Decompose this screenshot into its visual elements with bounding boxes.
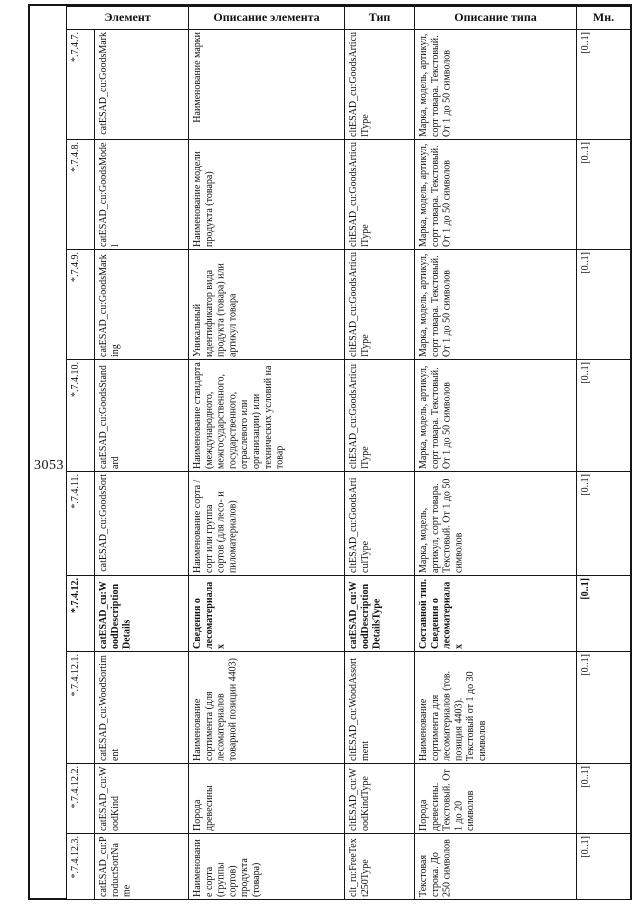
element-number: *.7.4.12.2. [70,766,81,809]
type-name: cltESAD_cu:WoodKindType [348,768,371,831]
type-description: Марка, модель, артикул, сорт товара. Текстовый. От 1 до 50 символов [418,478,465,573]
element-number-cell [67,834,95,900]
type-description: Марка, модель, артикул, сорт товара. Текстовый. От 1 до 50 символов [418,253,453,357]
element-number-cell [67,764,95,834]
type-description-cell [415,834,577,900]
table-row [67,360,631,472]
element-description-cell [189,834,345,900]
element-number-cell [67,652,95,764]
element-name: catESAD_cu:GoodsMarking [98,254,121,357]
element-number-cell [67,472,95,576]
type-name: cltESAD_cu:GoodsArticulType [348,252,371,357]
element-description: Уникальный идентификатор вида продукта (товара) или артикул товара [192,263,239,357]
table-header [67,7,631,30]
multiplicity: [0..1] [580,252,592,274]
multiplicity: [0..1] [580,654,592,676]
element-number: *.7.4.8. [70,142,81,172]
type-name: cltESAD_cu:GoodsArticulType [348,477,371,573]
type-name-cell [345,764,415,834]
element-description-cell [189,472,345,576]
table-row [67,764,631,834]
type-description: Текстовая строка. До 250 символов [418,839,453,897]
element-description: Наименование модели продукта (товара) [192,151,215,247]
page-number: 3053 [34,458,64,473]
type-name-cell [345,140,415,250]
type-name: cltESAD_cu:GoodsArticulType [348,32,371,137]
element-name-cell [95,652,189,764]
element-name-cell [95,250,189,360]
multiplicity-cell [577,576,631,652]
multiplicity: [0..1] [580,474,592,496]
type-name-cell [345,652,415,764]
spec-table [66,6,631,900]
element-name-cell [95,30,189,140]
element-description-cell [189,576,345,652]
multiplicity-cell [577,834,631,900]
element-name-cell [95,576,189,652]
type-name-cell [345,360,415,472]
multiplicity: [0..1] [580,362,592,384]
multiplicity-cell [577,360,631,472]
element-number: *.7.4.11. [70,474,81,509]
type-description-cell [415,652,577,764]
type-description-cell [415,250,577,360]
element-description: Наименование сортимента (для лесоматериалов товарной позиции 4403) [192,657,239,761]
type-description: Марка, модель, артикул, сорт товара. Текстовый. От 1 до 50 символов [418,143,453,247]
multiplicity-cell [577,472,631,576]
multiplicity: [0..1] [580,836,592,858]
element-name-cell [95,472,189,576]
type-name: clt_ru:FreeText250Type [348,838,371,897]
type-name: cltESAD_cu:GoodsArticulType [348,364,371,469]
table-row [67,472,631,576]
element-description-cell [189,250,345,360]
table-row [67,30,631,140]
element-name-cell [95,764,189,834]
element-name: catESAD_cu:ProductSortName [98,836,133,897]
multiplicity: [0..1] [580,32,592,54]
table-body [67,30,631,900]
element-number: *.7.4.12. [70,578,81,613]
element-number: *.7.4.12.3. [70,836,81,879]
type-description-cell [415,360,577,472]
element-number: *.7.4.9. [70,252,81,282]
type-name: cltESAD_cu:WoodAssortment [348,657,371,761]
type-name-cell [345,472,415,576]
element-number: *.7.4.12.1. [70,654,81,697]
table-row [67,834,631,900]
element-description-cell [189,764,345,834]
element-name: catESAD_cu:GoodsModel [98,142,121,247]
element-name: catESAD_cu:GoodsMark [98,32,109,135]
type-description: Марка, модель, артикул, сорт товара. Текстовый. От 1 до 50 символов [418,33,453,137]
element-number-cell [67,250,95,360]
element-name: catESAD_cu:WoodSortiment [98,655,121,761]
element-number: *.7.4.10. [70,362,81,397]
type-description-cell [415,576,577,652]
element-description: Порода древесины [192,785,215,831]
element-number-cell [67,576,95,652]
multiplicity-cell [577,250,631,360]
element-number-cell [67,30,95,140]
type-name-cell [345,834,415,900]
type-name: catESAD_cu:WoodDescriptionDetailsType [348,581,383,649]
element-name: catESAD_cu:GoodsSort [98,474,109,572]
element-number-cell [67,140,95,250]
element-description: Наименование сорта / сорт или группа сортов (для лесо- и пиломатериалов) [192,479,239,573]
type-description-cell [415,30,577,140]
element-name: catESAD_cu:WoodDescriptionDetails [98,581,133,649]
type-description: Наименование сортимента для лесоматериалов (тов. позиция 4403). Текстовый от 1 до 30 символов [418,670,488,761]
header-cell-multiplicity: Мн. [577,7,631,30]
element-description-cell [189,140,345,250]
type-description-cell [415,764,577,834]
element-name-cell [95,360,189,472]
type-name-cell [345,576,415,652]
table-row [67,250,631,360]
table-row [67,652,631,764]
header-cell-type: Тип [345,7,415,30]
element-description-cell [189,30,345,140]
type-description: Марка, модель, артикул, сорт товара. Текстовый. От 1 до 50 символов [418,365,453,469]
element-number: *.7.4.7. [70,32,81,62]
type-name-cell [345,250,415,360]
type-description-cell [415,140,577,250]
multiplicity: [0..1] [580,578,592,600]
multiplicity-cell [577,140,631,250]
element-description: Сведения о лесоматериалах [192,581,227,649]
header-cell-element: Элемент [67,7,189,30]
element-number-cell [67,360,95,472]
multiplicity-cell [577,764,631,834]
element-name-cell [95,834,189,900]
element-name: catESAD_cu:WoodKind [98,766,121,831]
header-row [67,7,631,30]
table-row [67,140,631,250]
element-name: catESAD_cu:GoodsStandard [98,365,121,469]
header-cell-element-description: Описание элемента [189,7,345,30]
page-border-frame [28,4,632,900]
type-name: cltESAD_cu:GoodsArticulType [348,142,371,247]
multiplicity: [0..1] [580,142,592,164]
element-description: Наименование стандарта (международного, межгосударственного, государственного, отраслевого или организации) или технических условий на товар [192,362,286,469]
element-description-cell [189,652,345,764]
header-cell-type-description: Описание типа [415,7,577,30]
type-description: Порода древесины. Текстовый. От 1 до 20 символов [418,769,477,831]
multiplicity-cell [577,30,631,140]
table-row [67,576,631,652]
element-name-cell [95,140,189,250]
type-description: Составной тип. Сведения о лесоматериалах [418,578,465,649]
type-description-cell [415,472,577,576]
multiplicity: [0..1] [580,766,592,788]
element-description: Наименование марки [192,32,204,123]
type-name-cell [345,30,415,140]
multiplicity-cell [577,652,631,764]
element-description-cell [189,360,345,472]
element-description: Наименование сорта (группы сортов) продукта (товара) [192,839,262,897]
